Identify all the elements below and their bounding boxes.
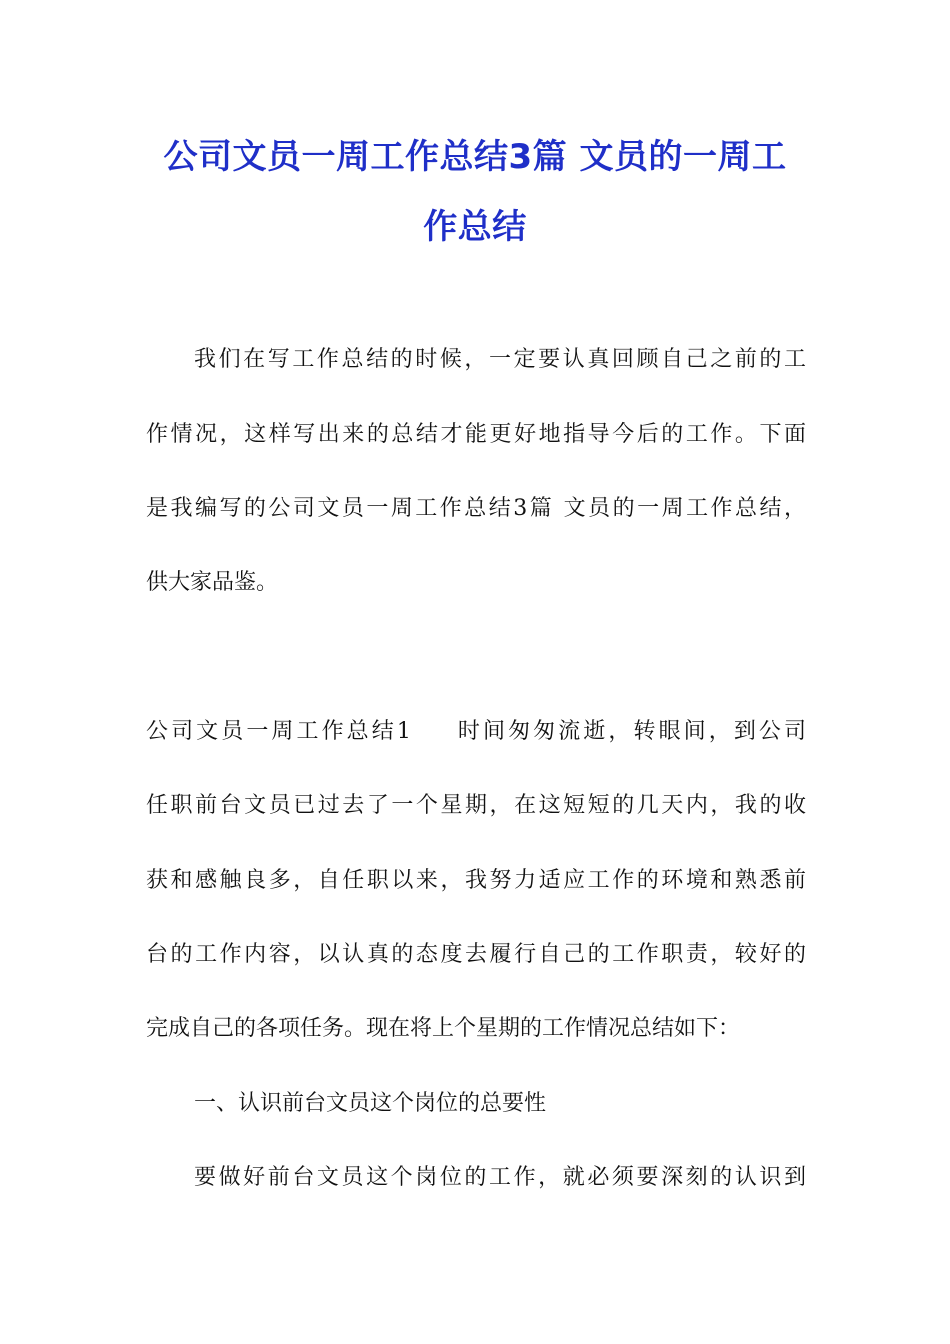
section-1-paragraph-2-line-1: 要做好前台文员这个岗位的工作，就必须要深刻的认识到 xyxy=(194,1165,806,1190)
section-1-heading: 公司文员一周工作总结1 xyxy=(146,719,411,744)
section-1-line-2: 任职前台文员已过去了一个星期，在这短短的几天内，我的收 xyxy=(146,793,806,818)
intro-paragraph-line-4: 供大家品鉴。 xyxy=(146,570,279,595)
sub-heading-1: 一、认识前台文员这个岗位的总要性 xyxy=(194,1091,547,1116)
intro-paragraph-line-2: 作情况，这样写出来的总结才能更好地指导今后的工作。下面 xyxy=(146,422,806,447)
intro-paragraph-line-3: 是我编写的公司文员一周工作总结3篇 文员的一周工作总结， xyxy=(146,496,806,521)
document-title-line-1: 公司文员一周工作总结3篇 文员的一周工 xyxy=(163,137,787,177)
section-1-line-5: 完成自己的各项任务。现在将上个星期的工作情况总结如下： xyxy=(146,1016,741,1041)
section-1-first-line xyxy=(146,717,806,747)
section-1-first-line-text: 时间匆匆流逝，转眼间，到公司 xyxy=(454,719,806,744)
section-1-line-3: 获和感触良多，自任职以来，我努力适应工作的环境和熟悉前 xyxy=(146,868,806,893)
document-title-line-2: 作总结 xyxy=(423,207,527,247)
section-1-line-4: 台的工作内容，以认真的态度去履行自己的工作职责，较好的 xyxy=(146,942,806,967)
intro-paragraph-line-1: 我们在写工作总结的时候，一定要认真回顾自己之前的工 xyxy=(194,347,806,372)
